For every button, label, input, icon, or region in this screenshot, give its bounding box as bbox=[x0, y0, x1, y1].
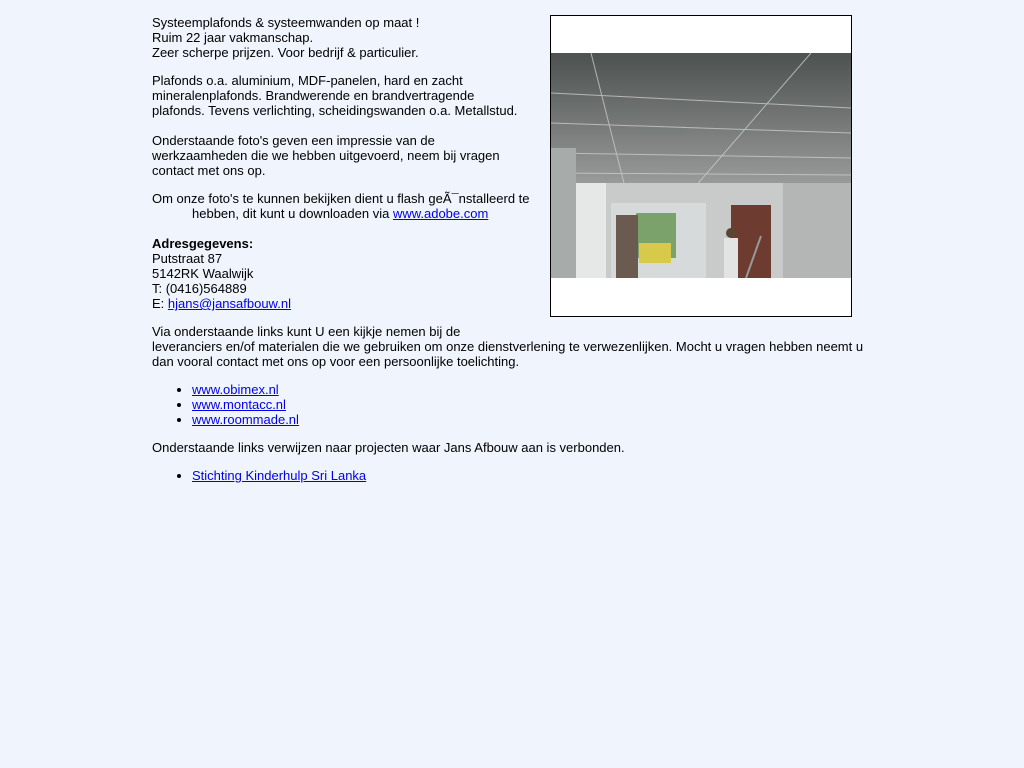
flash-text-body: Om onze foto's te kunnen bekijken dient u flash geÃ¯nstalleerd te hebben, dit kunt u downloaden via bbox=[152, 191, 530, 221]
intro-line: Zeer scherpe prijzen. Voor bedrijf & particulier. bbox=[152, 45, 419, 60]
content bbox=[152, 15, 867, 496]
suppliers-text bbox=[152, 324, 867, 369]
products-text: Plafonds o.a. aluminium, MDF-panelen, hard en zacht mineralenplafonds. Brandwerende en brandvertragende plafonds. Tevens verlichting, scheidingswanden o.a. Metallstud. bbox=[152, 73, 518, 118]
email-link[interactable]: hjans@jansafbouw.nl bbox=[167, 296, 291, 311]
montacc-link[interactable]: www.montacc.nl bbox=[192, 397, 286, 412]
supplier-links bbox=[152, 382, 867, 427]
email-label: E: bbox=[152, 296, 168, 311]
list-item bbox=[192, 397, 867, 412]
project-links bbox=[152, 468, 867, 483]
address-street: Putstraat 87 bbox=[152, 251, 223, 266]
adobe-link[interactable]: www.adobe.com bbox=[392, 206, 489, 221]
obimex-link[interactable]: www.obimex.nl bbox=[192, 382, 279, 397]
projects-text: Onderstaande links verwijzen naar projecten waar Jans Afbouw aan is verbonden. bbox=[152, 440, 625, 455]
address-phone: T: (0416)564889 bbox=[152, 281, 247, 296]
list-item bbox=[192, 412, 867, 427]
address-city: 5142RK Waalwijk bbox=[152, 266, 254, 281]
intro bbox=[152, 15, 537, 60]
list-item bbox=[192, 382, 867, 397]
list-item bbox=[192, 468, 867, 483]
flash-text bbox=[152, 191, 537, 221]
photos-text: Onderstaande foto's geven een impressie van de werkzaamheden die we hebben uitgevoerd, neem bij vragen contact met ons op. bbox=[152, 133, 500, 178]
suppliers-line: Via onderstaande links kunt U een kijkje nemen bij de bbox=[152, 324, 461, 339]
address-block bbox=[152, 236, 537, 311]
address-heading: Adresgegevens: bbox=[152, 236, 254, 251]
roommade-link[interactable]: www.roommade.nl bbox=[192, 412, 299, 427]
suppliers-line: leveranciers en/of materialen die we gebruiken om onze dienstverlening te verwezenlijken. Mocht u vragen hebben neemt u dan vooral contact met ons op voor een persoonlijke toelichting. bbox=[152, 339, 864, 369]
intro-line: Systeemplafonds & systeemwanden op maat ! bbox=[152, 15, 420, 30]
kinderhulp-link[interactable]: Stichting Kinderhulp Sri Lanka bbox=[192, 468, 367, 483]
intro-line: Ruim 22 jaar vakmanschap. bbox=[152, 30, 314, 45]
